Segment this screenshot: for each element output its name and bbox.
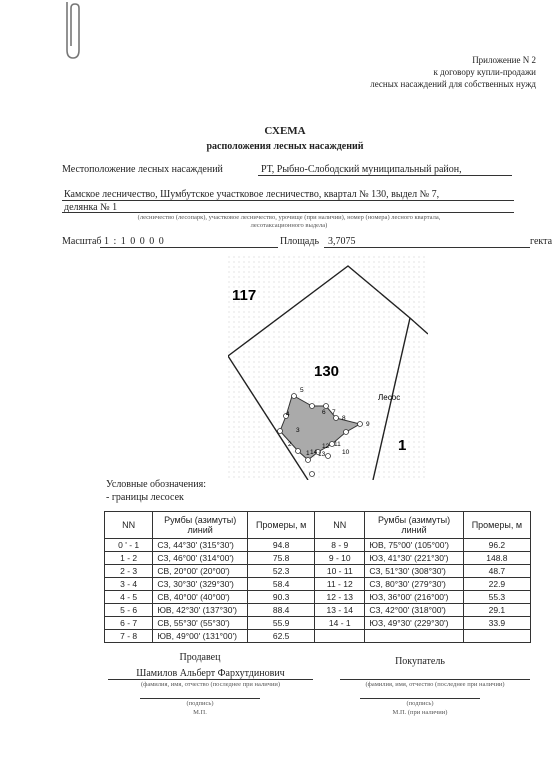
point-label-1: 1 bbox=[306, 450, 310, 457]
point-label-9: 9 bbox=[366, 421, 370, 428]
point-label-14: 14 bbox=[310, 449, 318, 456]
area-label: Площадь bbox=[280, 236, 319, 247]
cell-nn: 12 - 13 bbox=[315, 591, 365, 604]
col-bearing-left: Румбы (азимуты) линий bbox=[153, 512, 248, 539]
seller-name: Шамилов Альберт Фархутдинович bbox=[136, 668, 285, 679]
table-row bbox=[105, 604, 531, 617]
appendix-contract: к договору купли-продажи bbox=[433, 67, 536, 77]
point-label-4: 4 bbox=[286, 411, 290, 418]
cell-bearing: СВ, 55°30' (55°30') bbox=[153, 617, 248, 630]
cell-bearing: ЮВ, 42°30' (137°30') bbox=[153, 604, 248, 617]
cell-bearing: СВ, 20°00' (20°00') bbox=[153, 565, 248, 578]
cell-bearing: СЗ, 44°30' (315°30') bbox=[153, 539, 248, 552]
point-label-3: 3 bbox=[296, 427, 300, 434]
cell-bearing: СЗ, 80°30' (279°30') bbox=[365, 578, 463, 591]
cell-bearing: СЗ, 51°30' (308°30') bbox=[365, 565, 463, 578]
location-hint-1: (лесничество (лесопарк), участковое лесничество, урочище (при наличии), номер (номера) лесного квартала, bbox=[137, 214, 441, 221]
location-line2: Камское лесничество, Шумбутское участковое лесничество, квартал № 130, выдел № 7, bbox=[64, 189, 440, 200]
table-row bbox=[105, 591, 531, 604]
table-row bbox=[105, 539, 531, 552]
point-label-5: 5 bbox=[300, 387, 304, 394]
buyer-hint: (фамилия, имя, отчество (последнее при наличии) bbox=[365, 681, 505, 688]
cell-nn: 7 - 8 bbox=[105, 630, 153, 643]
cell-nn: 2 - 3 bbox=[105, 565, 153, 578]
cell-bearing: ЮВ, 49°00' (131°00') bbox=[153, 630, 248, 643]
map-label-130: 130 bbox=[314, 363, 340, 380]
map-label-lesos: Лесос bbox=[378, 393, 401, 402]
paper-clip-icon bbox=[58, 0, 88, 62]
legend-item: - границы лесосек bbox=[106, 492, 184, 503]
cell-bearing: СЗ, 30°30' (329°30') bbox=[153, 578, 248, 591]
cell-length: 29.1 bbox=[463, 604, 530, 617]
cell-bearing bbox=[365, 630, 463, 643]
cell-nn: 4 - 5 bbox=[105, 591, 153, 604]
seller-hint: (фамилия, имя, отчество (последнее при наличии) bbox=[140, 681, 281, 688]
cell-nn: 8 - 9 bbox=[315, 539, 365, 552]
point-label-6: 6 bbox=[322, 409, 326, 416]
map-label-1x: 1 bbox=[398, 437, 407, 454]
cell-length: 88.4 bbox=[248, 604, 315, 617]
table-row bbox=[105, 552, 531, 565]
cell-length: 52.3 bbox=[248, 565, 315, 578]
cell-length: 90.3 bbox=[248, 591, 315, 604]
seller-sign-hint: (подпись) bbox=[186, 700, 214, 707]
cell-nn: 10 - 11 bbox=[315, 565, 365, 578]
point-label-12: 12 bbox=[322, 443, 330, 450]
location-line1: РТ, Рыбно-Слободский муниципальный район, bbox=[261, 164, 462, 175]
cell-bearing: ЮЗ, 49°30' (229°30') bbox=[365, 617, 463, 630]
buyer-sign-hint: (подпись) bbox=[406, 700, 434, 707]
seller-label: Продавец bbox=[179, 652, 221, 663]
col-nn-left: NN bbox=[105, 512, 153, 539]
table-row bbox=[105, 617, 531, 630]
appendix-purpose: лесных насаждений для собственных нужд bbox=[370, 79, 536, 89]
point-label-13: 13 bbox=[318, 451, 326, 458]
cell-length: 96.2 bbox=[463, 539, 530, 552]
legend-title: Условные обозначения: bbox=[106, 479, 207, 490]
cell-bearing: ЮЗ, 36°00' (216°00') bbox=[365, 591, 463, 604]
seller-stamp: М.П. bbox=[193, 709, 207, 716]
cell-nn: 0 ' - 1 bbox=[105, 539, 153, 552]
area-unit: гекта bbox=[530, 236, 553, 247]
cell-length: 62.5 bbox=[248, 630, 315, 643]
location-hint-2: лесотаксационного выдела) bbox=[250, 222, 328, 229]
point-label-11: 11 bbox=[334, 441, 341, 448]
cell-length bbox=[463, 630, 530, 643]
cell-length: 58.4 bbox=[248, 578, 315, 591]
scale-label: Масштаб bbox=[62, 236, 102, 247]
cell-bearing: СЗ, 42°00' (318°00') bbox=[365, 604, 463, 617]
cell-length: 75.8 bbox=[248, 552, 315, 565]
cell-nn: 5 - 6 bbox=[105, 604, 153, 617]
cell-nn: 9 - 10 bbox=[315, 552, 365, 565]
map-label-117: 117 bbox=[232, 287, 257, 304]
col-length-right: Промеры, м bbox=[463, 512, 530, 539]
point-label-7: 7 bbox=[332, 409, 336, 416]
cell-nn: 11 - 12 bbox=[315, 578, 365, 591]
area-value: 3,7075 bbox=[328, 236, 356, 247]
table-header-row bbox=[105, 512, 531, 539]
point-label-8: 8 bbox=[342, 415, 346, 422]
cell-nn: 13 - 14 bbox=[315, 604, 365, 617]
point-label-2: 2 bbox=[288, 441, 292, 448]
table-row bbox=[105, 578, 531, 591]
buyer-label: Покупатель bbox=[395, 656, 445, 667]
scale-value: 1 : 1 0 0 0 0 bbox=[104, 236, 165, 247]
cell-bearing: ЮЗ, 41°30' (221°30') bbox=[365, 552, 463, 565]
cell-length: 55.3 bbox=[463, 591, 530, 604]
plot-map bbox=[228, 256, 428, 480]
col-length-left: Промеры, м bbox=[248, 512, 315, 539]
col-bearing-right: Румбы (азимуты) линий bbox=[365, 512, 463, 539]
cell-bearing: ЮВ, 75°00' (105°00') bbox=[365, 539, 463, 552]
cell-length: 94.8 bbox=[248, 539, 315, 552]
cell-nn: 1 - 2 bbox=[105, 552, 153, 565]
buyer-stamp: М.П. (при наличии) bbox=[392, 709, 448, 716]
cell-bearing: СЗ, 46°00' (314°00') bbox=[153, 552, 248, 565]
point-label-10: 10 bbox=[342, 449, 350, 456]
document-subtitle: расположения лесных насаждений bbox=[206, 141, 364, 152]
cell-length: 22.9 bbox=[463, 578, 530, 591]
cell-length: 33.9 bbox=[463, 617, 530, 630]
table-row bbox=[105, 630, 531, 643]
cell-nn bbox=[315, 630, 365, 643]
cell-nn: 6 - 7 bbox=[105, 617, 153, 630]
location-line3: делянка № 1 bbox=[64, 202, 118, 213]
cell-nn: 3 - 4 bbox=[105, 578, 153, 591]
cell-length: 48.7 bbox=[463, 565, 530, 578]
table-row bbox=[105, 565, 531, 578]
appendix-number: Приложение N 2 bbox=[472, 55, 536, 65]
cell-bearing: СВ, 40°00' (40°00') bbox=[153, 591, 248, 604]
cell-length: 148.8 bbox=[463, 552, 530, 565]
document-title: СХЕМА bbox=[264, 125, 306, 137]
bearings-table bbox=[104, 511, 531, 643]
col-nn-right: NN bbox=[315, 512, 365, 539]
location-label: Местоположение лесных насаждений bbox=[62, 164, 223, 175]
cell-nn: 14 - 1 bbox=[315, 617, 365, 630]
cell-length: 55.9 bbox=[248, 617, 315, 630]
